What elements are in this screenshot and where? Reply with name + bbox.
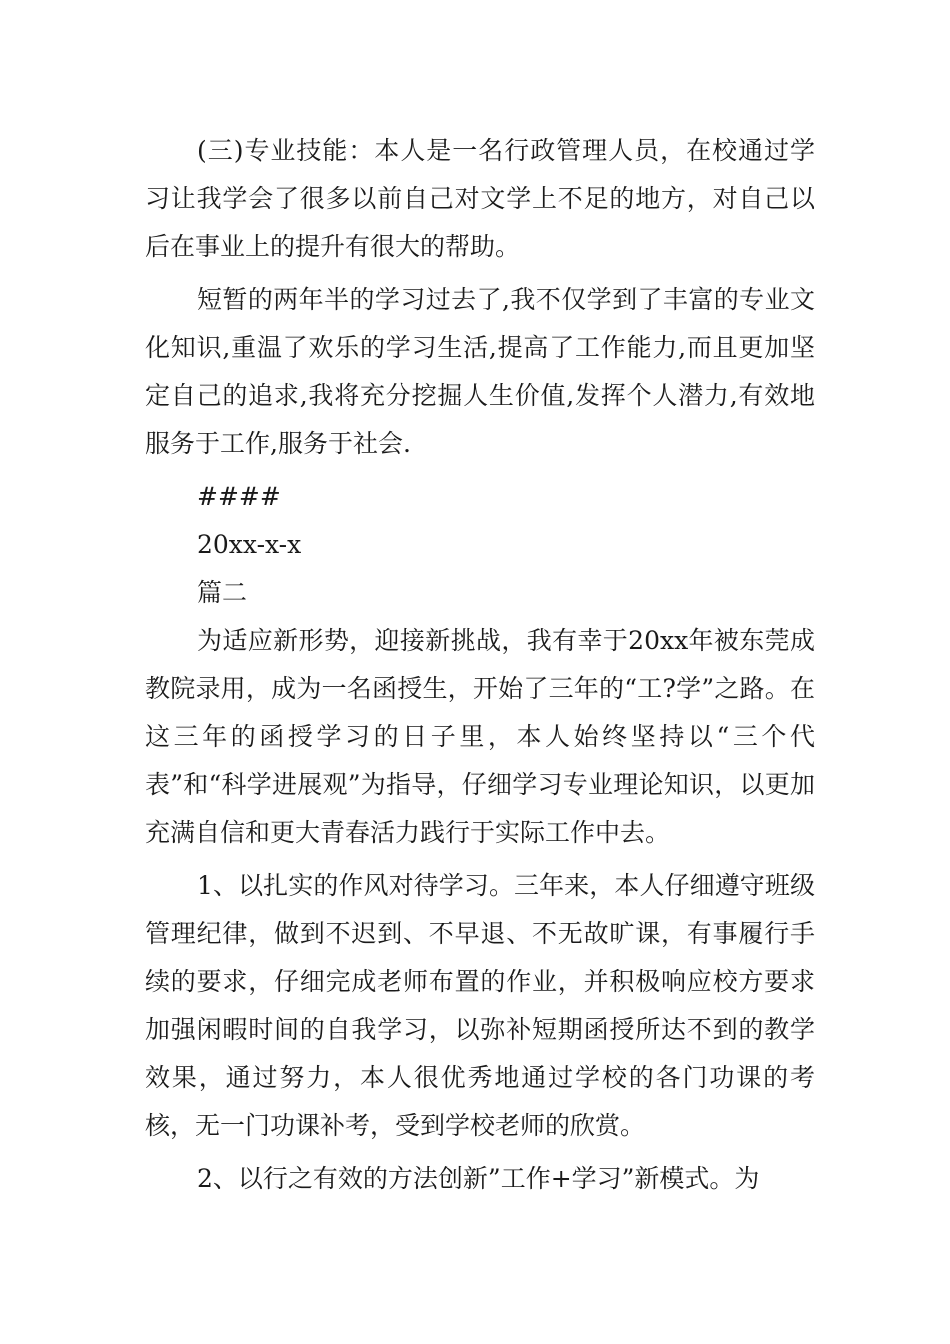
paragraph-point-two: 2、以行之有效的方法创新”工作+学习”新模式。为 [197, 1164, 760, 1193]
paragraph-introduction: 为适应新形势，迎接新挑战，我有幸于20xx年被东莞成教院录用，成为一名函授生，开始了三年的“工?学”之路。在这三年的函授学习的日子里，本人始终坚持以“三个代表”和“科学进展观”为指导，仔细学习专业理论知识，以更加充满自信和更大青春活力践行于实际工作中去。 [145, 626, 815, 847]
paragraph-study-summary: 短暂的两年半的学习过去了,我不仅学到了丰富的专业文化知识,重温了欢乐的学习生活,提高了工作能力,而且更加坚定自己的追求,我将充分挖掘人生价值,发挥个人潜力,有效地服务于工作,服务于社会. [145, 285, 815, 458]
section-heading: 篇二 [197, 578, 248, 607]
document-body [145, 127, 815, 1203]
signature-placeholder: #### [197, 482, 281, 511]
document-date: 20xx-x-x [197, 530, 302, 559]
paragraph-point-one: 1、以扎实的作风对待学习。三年来，本人仔细遵守班级管理纪律，做到不迟到、不早退、不无故旷课，有事履行手续的要求，仔细完成老师布置的作业，并积极响应校方要求加强闲暇时间的自我学习，以弥补短期函授所达不到的教学效果，通过努力，本人很优秀地通过学校的各门功课的考核，无一门功课补考，受到学校老师的欣赏。 [145, 871, 815, 1140]
paragraph-professional-skills: (三)专业技能：本人是一名行政管理人员，在校通过学习让我学会了很多以前自己对文学上不足的地方，对自己以后在事业上的提升有很大的帮助。 [145, 136, 815, 261]
